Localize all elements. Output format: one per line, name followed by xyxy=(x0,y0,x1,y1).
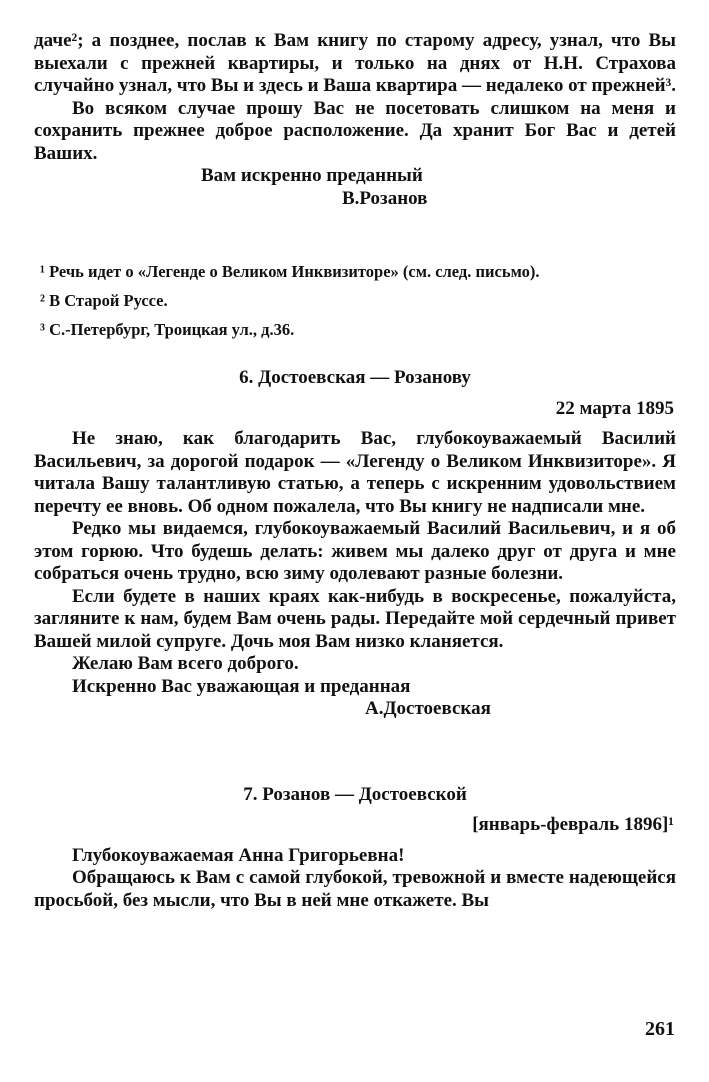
letter-7-title: 7. Розанов — Достоевской xyxy=(243,783,467,805)
letter-6-title: 6. Достоевская — Розанову xyxy=(239,367,471,388)
letter-6-paragraph-2: Редко мы видаемся, глубокоуважаемый Василий Васильевич, и я об этом горюю. Что будешь делать: живем мы далеко друг от друга и мне собраться очень трудно, всю зиму одолевают разные болезни. xyxy=(34,518,676,584)
letter-6-date: 22 марта 1895 xyxy=(555,397,674,419)
rozanov-signoff xyxy=(34,165,676,210)
letter-6-closing xyxy=(34,653,676,721)
letter-7-salutation: Глубокоуважаемая Анна Григорьевна! xyxy=(72,844,405,866)
letter-6-closing-line-1: Желаю Вам всего доброго. xyxy=(72,653,299,674)
letter-6-paragraph-3: Если будете в наших краях как-нибудь в воскресенье, пожалуйста, загляните к нам, будем Вам очень рады. Передайте мой сердечный привет Вашей милой супруге. Дочь моя Вам низко кланяется. xyxy=(34,585,676,652)
letter-7-date: [январь-февраль 1896]¹ xyxy=(472,814,674,835)
footnote-1: ¹ Речь идет о «Легенде о Великом Инквизиторе» (см. след. письмо). xyxy=(40,262,540,281)
book-page xyxy=(34,30,676,1050)
section-spacer xyxy=(34,721,676,761)
signoff-signature: В.Розанов xyxy=(342,187,428,209)
opening-paragraph-2: Во всяком случае прошу Вас не посетовать слишком на меня и сохранить прежнее доброе расположение. Да хранит Бог Вас и детей Ваших. xyxy=(34,97,676,164)
letter-6-paragraph-1: Не знаю, как благодарить Вас, глубокоуважаемый Василий Васильевич, за дорогой подарок — «Легенду о Великом Инквизиторе». Я читала Вашу талантливую статью, а теперь с искренним удовольствием перечту ее вновь. Об одном пожалела, что Вы книгу не надписали мне. xyxy=(34,428,676,517)
footnote-3: ³ С.-Петербург, Троицкая ул., д.36. xyxy=(40,320,295,339)
letter-7-paragraph-1: Обращаюсь к Вам с самой глубокой, тревожной и вместе надеющейся просьбой, без мысли, что Вы в ней мне откажете. Вы xyxy=(34,867,676,911)
footnotes xyxy=(34,257,676,344)
page-number: 261 xyxy=(645,1018,675,1040)
letter-6-closing-line-2: Искренно Вас уважающая и преданная xyxy=(72,675,411,697)
footnote-2: ² В Старой Руссе. xyxy=(40,291,168,310)
signoff-phrase: Вам искренно преданный xyxy=(201,165,423,186)
opening-paragraph-1: даче²; а позднее, послав к Вам книгу по старому адресу, узнал, что Вы выехали с прежней квартиры, и только на днях от Н.Н. Страхова случайно узнал, что Вы и здесь и Ваша квартира — недалеко от прежней³. xyxy=(34,30,676,96)
letter-6-signature: А.Достоевская xyxy=(365,698,491,719)
